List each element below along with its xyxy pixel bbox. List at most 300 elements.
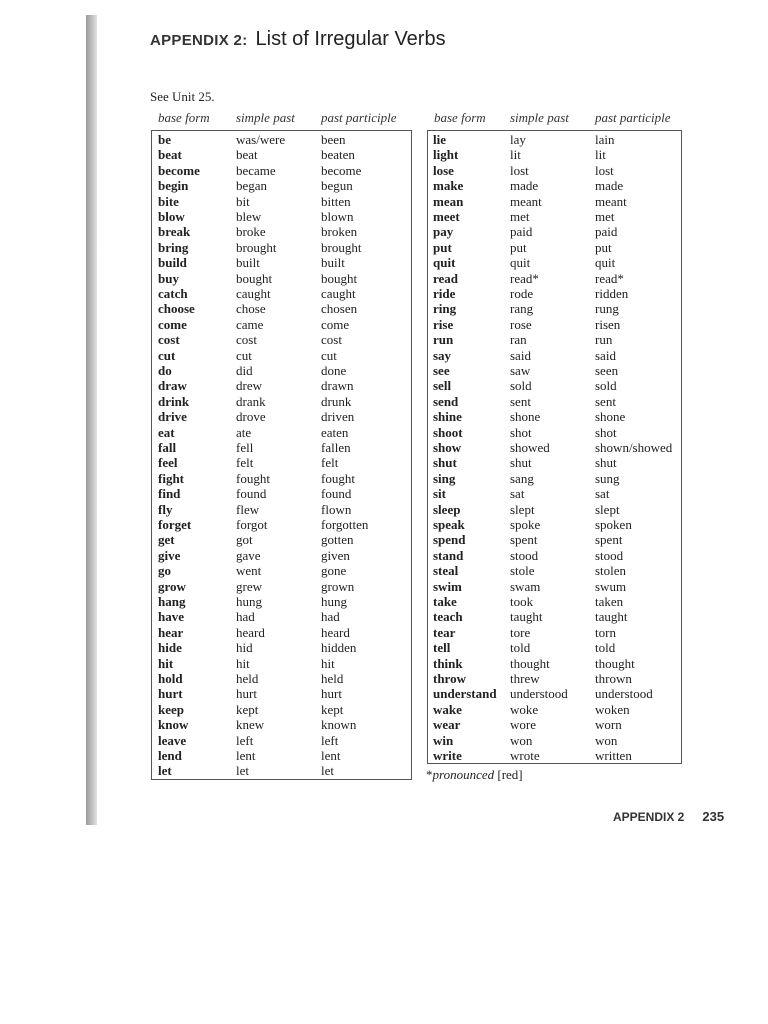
past-participle-cell: cut	[321, 347, 337, 363]
past-participle-cell: won	[595, 732, 618, 748]
base-form-cell: hit	[158, 655, 174, 671]
past-participle-cell: told	[595, 640, 616, 656]
verb-row-left	[152, 271, 411, 286]
verb-row-right	[428, 579, 681, 594]
verb-row-left	[152, 579, 411, 594]
past-participle-cell: shut	[595, 455, 617, 471]
past-participle-cell: bitten	[321, 193, 351, 209]
past-participle-cell: shone	[595, 409, 626, 425]
simple-past-cell: hid	[236, 640, 253, 656]
past-participle-cell: grown	[321, 578, 355, 594]
simple-past-cell: told	[510, 640, 531, 656]
simple-past-cell: rose	[510, 316, 532, 332]
base-form-cell: leave	[158, 732, 187, 748]
base-form-cell: quit	[433, 255, 456, 271]
simple-past-cell: felt	[236, 455, 254, 471]
verb-row-right	[428, 656, 681, 671]
base-form-cell: read	[433, 270, 459, 286]
verb-row-left	[152, 532, 411, 547]
past-participle-cell: brought	[321, 239, 362, 255]
simple-past-cell: drove	[236, 409, 266, 425]
past-participle-cell: lit	[595, 147, 606, 163]
past-participle-cell: beaten	[321, 147, 355, 163]
verb-row-right	[428, 178, 681, 193]
verb-row-left	[152, 332, 411, 347]
verb-row-right	[428, 209, 681, 224]
simple-past-cell: woke	[510, 701, 539, 717]
past-participle-cell: sung	[595, 470, 620, 486]
simple-past-cell: became	[236, 162, 276, 178]
verb-row-left	[152, 517, 411, 532]
base-form-cell: sing	[433, 470, 456, 486]
past-participle-cell: had	[321, 609, 340, 625]
verb-row-left	[152, 378, 411, 393]
simple-past-cell: fell	[236, 440, 254, 455]
past-participle-cell: lent	[321, 748, 341, 763]
simple-past-cell: began	[236, 178, 268, 194]
past-participle-cell: gone	[321, 563, 347, 579]
verb-row-left	[152, 640, 411, 655]
appendix-label: APPENDIX 2:	[150, 32, 248, 49]
base-form-cell: beat	[158, 147, 182, 163]
simple-past-cell: slept	[510, 501, 535, 517]
simple-past-cell: meant	[510, 193, 542, 209]
simple-past-cell: understood	[510, 686, 568, 702]
verb-row-left	[152, 486, 411, 501]
past-participle-cell: felt	[321, 455, 339, 471]
past-participle-cell: done	[321, 363, 347, 378]
verb-row-right	[428, 394, 681, 409]
simple-past-cell: came	[236, 316, 264, 332]
past-participle-cell: lain	[595, 132, 615, 147]
past-participle-cell: sold	[595, 378, 617, 394]
past-participle-cell: thought	[595, 655, 635, 671]
verb-row-right	[428, 163, 681, 178]
simple-past-cell: sent	[510, 393, 531, 409]
verb-row-right	[428, 702, 681, 717]
simple-past-cell: shone	[510, 409, 541, 425]
unit-reference: See Unit 25.	[150, 89, 215, 104]
simple-past-cell: was/were	[236, 132, 286, 147]
simple-past-cell: showed	[510, 440, 550, 455]
footnote	[426, 767, 523, 783]
simple-past-cell: gave	[236, 547, 261, 563]
base-form-cell: run	[433, 332, 454, 348]
simple-past-cell: heard	[236, 624, 265, 640]
past-participle-cell: fallen	[321, 440, 351, 455]
past-participle-cell: woken	[595, 701, 630, 717]
base-form-cell: go	[158, 563, 171, 579]
simple-past-cell: beat	[236, 147, 258, 163]
verb-row-left	[152, 178, 411, 193]
past-participle-cell: built	[321, 255, 345, 271]
verb-row-left	[152, 224, 411, 239]
base-form-cell: see	[433, 363, 450, 378]
verb-row-left	[152, 425, 411, 440]
base-form-cell: give	[158, 547, 181, 563]
simple-past-cell: wore	[510, 717, 536, 733]
base-form-cell: shoot	[433, 424, 463, 440]
title-text: List of Irregular Verbs	[255, 28, 446, 50]
past-participle-cell: slept	[595, 501, 620, 517]
verb-row-right	[428, 425, 681, 440]
past-participle-cell: worn	[595, 717, 622, 733]
base-form-cell: wear	[433, 717, 461, 733]
verb-row-right	[428, 348, 681, 363]
base-form-cell: rise	[433, 316, 454, 332]
past-participle-cell: understood	[595, 686, 653, 702]
past-participle-cell: given	[321, 547, 350, 563]
base-form-cell: shine	[433, 409, 462, 425]
base-form-cell: sell	[433, 378, 452, 394]
past-participle-cell: thrown	[595, 671, 632, 686]
header-simple-past-right: simple past	[510, 110, 569, 125]
base-form-cell: find	[158, 486, 181, 502]
base-form-cell: hear	[158, 624, 184, 640]
simple-past-cell: shut	[510, 455, 532, 471]
past-participle-cell: quit	[595, 255, 616, 271]
past-participle-cell: drawn	[321, 378, 354, 394]
simple-past-cell: tore	[510, 624, 531, 640]
base-form-cell: cut	[158, 347, 176, 363]
verb-row-left	[152, 348, 411, 363]
verb-row-left	[152, 548, 411, 563]
simple-past-cell: spoke	[510, 517, 541, 532]
header-past-participle-left: past participle	[321, 110, 397, 125]
past-participle-cell: meant	[595, 193, 627, 209]
verb-row-right	[428, 409, 681, 424]
base-form-cell: say	[433, 347, 452, 363]
base-form-cell: throw	[433, 671, 466, 686]
base-form-cell: hurt	[158, 686, 183, 702]
base-form-cell: fight	[158, 470, 184, 486]
past-participle-cell: heard	[321, 624, 350, 640]
past-participle-cell: begun	[321, 178, 353, 194]
simple-past-cell: left	[236, 732, 254, 748]
simple-past-cell: drank	[236, 393, 266, 409]
simple-past-cell: lit	[510, 147, 521, 163]
simple-past-cell: ran	[510, 332, 527, 348]
base-form-cell: shut	[433, 455, 457, 471]
verb-row-right	[428, 255, 681, 270]
base-form-cell: ring	[433, 301, 457, 317]
base-form-cell: steal	[433, 563, 459, 579]
base-form-cell: send	[433, 393, 459, 409]
verb-row-left	[152, 717, 411, 732]
verb-row-left	[152, 594, 411, 609]
simple-past-cell: lent	[236, 748, 256, 763]
verb-row-right	[428, 240, 681, 255]
verb-row-right	[428, 440, 681, 455]
base-form-cell: hold	[158, 671, 183, 686]
verb-row-left	[152, 702, 411, 717]
past-participle-cell: bought	[321, 270, 358, 286]
base-form-cell: become	[158, 162, 200, 178]
simple-past-cell: ate	[236, 424, 252, 440]
simple-past-cell: hung	[236, 594, 262, 609]
verb-row-right	[428, 748, 681, 763]
past-participle-cell: seen	[595, 363, 619, 378]
base-form-cell: sit	[433, 486, 446, 502]
past-participle-cell: shown/showed	[595, 440, 673, 455]
past-participle-cell: made	[595, 178, 624, 194]
base-form-cell: forget	[158, 517, 192, 532]
past-participle-cell: sent	[595, 393, 616, 409]
past-participle-cell: stood	[595, 547, 624, 563]
past-participle-cell: risen	[595, 316, 621, 332]
base-form-cell: tell	[433, 640, 451, 656]
past-participle-cell: taken	[595, 594, 624, 609]
verb-row-left	[152, 471, 411, 486]
footnote-label: pronounced	[432, 767, 495, 782]
base-form-cell: think	[433, 655, 463, 671]
verb-row-right	[428, 224, 681, 239]
simple-past-cell: took	[510, 594, 534, 609]
verb-row-right	[428, 517, 681, 532]
past-participle-cell: known	[321, 717, 357, 733]
simple-past-cell: cut	[236, 347, 252, 363]
base-form-cell: speak	[433, 517, 465, 532]
past-participle-cell: come	[321, 316, 350, 332]
simple-past-cell: sat	[510, 486, 525, 502]
past-participle-cell: driven	[321, 409, 355, 425]
simple-past-cell: brought	[236, 239, 277, 255]
simple-past-cell: kept	[236, 701, 259, 717]
simple-past-cell: read*	[510, 270, 539, 286]
past-participle-cell: sat	[595, 486, 610, 502]
simple-past-cell: let	[236, 763, 249, 779]
verb-row-left	[152, 255, 411, 270]
base-form-cell: make	[433, 178, 464, 194]
verb-row-left	[152, 163, 411, 178]
verb-row-right	[428, 640, 681, 655]
page-number: 235	[702, 809, 725, 824]
past-participle-cell: left	[321, 732, 339, 748]
simple-past-cell: won	[510, 732, 533, 748]
verb-row-left	[152, 409, 411, 424]
base-form-cell: mean	[433, 193, 464, 209]
verb-row-right	[428, 548, 681, 563]
base-form-cell: sleep	[433, 501, 461, 517]
past-participle-cell: found	[321, 486, 352, 502]
verb-row-right	[428, 671, 681, 686]
past-participle-cell: hidden	[321, 640, 357, 656]
simple-past-cell: broke	[236, 224, 266, 240]
past-participle-cell: kept	[321, 701, 344, 717]
base-form-cell: eat	[158, 424, 175, 440]
page-footer	[613, 809, 724, 824]
past-participle-cell: run	[595, 332, 613, 348]
past-participle-cell: hung	[321, 594, 347, 609]
base-form-cell: blow	[158, 209, 185, 224]
past-participle-cell: held	[321, 671, 344, 686]
base-form-cell: lie	[433, 132, 446, 147]
base-form-cell: be	[158, 132, 171, 147]
verb-row-left	[152, 733, 411, 748]
verb-row-right	[428, 132, 681, 147]
past-participle-cell: said	[595, 347, 616, 363]
verb-row-right	[428, 625, 681, 640]
past-participle-cell: eaten	[321, 424, 349, 440]
past-participle-cell: flown	[321, 501, 352, 517]
verb-row-right	[428, 486, 681, 501]
past-participle-cell: ridden	[595, 286, 629, 301]
simple-past-cell: rang	[510, 301, 534, 317]
verb-row-left	[152, 502, 411, 517]
simple-past-cell: had	[236, 609, 255, 625]
verb-row-left	[152, 240, 411, 255]
header-simple-past-left: simple past	[236, 110, 295, 125]
simple-past-cell: hit	[236, 655, 250, 671]
base-form-cell: hang	[158, 594, 186, 609]
verb-row-right	[428, 286, 681, 301]
simple-past-cell: built	[236, 255, 260, 271]
base-form-cell: feel	[158, 455, 178, 471]
past-participle-cell: met	[595, 209, 615, 224]
base-form-cell: teach	[433, 609, 463, 625]
verb-row-left	[152, 394, 411, 409]
verb-row-left	[152, 609, 411, 624]
simple-past-cell: taught	[510, 609, 543, 625]
base-form-cell: win	[433, 732, 454, 748]
base-form-cell: come	[158, 316, 187, 332]
past-participle-cell: been	[321, 132, 346, 147]
verb-row-right	[428, 686, 681, 701]
past-participle-cell: lost	[595, 162, 614, 178]
simple-past-cell: sold	[510, 378, 532, 394]
past-participle-cell: cost	[321, 332, 342, 348]
simple-past-cell: said	[510, 347, 531, 363]
simple-past-cell: shot	[510, 424, 532, 440]
simple-past-cell: saw	[510, 363, 531, 378]
base-form-cell: swim	[433, 578, 462, 594]
verb-row-left	[152, 671, 411, 686]
past-participle-cell: paid	[595, 224, 618, 240]
base-form-cell: keep	[158, 701, 184, 717]
base-form-cell: drive	[158, 409, 187, 425]
verb-row-right	[428, 471, 681, 486]
base-form-cell: spend	[433, 532, 466, 548]
simple-past-cell: made	[510, 178, 539, 194]
past-participle-cell: rung	[595, 301, 619, 317]
base-form-cell: drink	[158, 393, 190, 409]
header-base-form-right: base form	[434, 110, 486, 125]
base-form-cell: bring	[158, 239, 189, 255]
base-form-cell: draw	[158, 378, 187, 394]
verb-row-right	[428, 455, 681, 470]
past-participle-cell: caught	[321, 286, 356, 301]
simple-past-cell: did	[236, 363, 253, 378]
base-form-cell: understand	[433, 686, 497, 702]
verb-row-left	[152, 748, 411, 763]
verb-row-left	[152, 686, 411, 701]
simple-past-cell: got	[236, 532, 253, 548]
verb-row-left	[152, 209, 411, 224]
base-form-cell: buy	[158, 270, 179, 286]
verb-row-left	[152, 763, 411, 778]
base-form-cell: lose	[433, 162, 454, 178]
verb-row-left	[152, 301, 411, 316]
simple-past-cell: paid	[510, 224, 533, 240]
simple-past-cell: swam	[510, 578, 541, 594]
base-form-cell: begin	[158, 178, 189, 194]
verb-row-left	[152, 440, 411, 455]
verb-row-right	[428, 717, 681, 732]
verb-row-right	[428, 594, 681, 609]
simple-past-cell: rode	[510, 286, 534, 301]
simple-past-cell: blew	[236, 209, 262, 224]
verb-row-right	[428, 301, 681, 316]
verb-row-right	[428, 532, 681, 547]
simple-past-cell: chose	[236, 301, 266, 317]
verb-row-right	[428, 563, 681, 578]
verb-row-right	[428, 194, 681, 209]
simple-past-cell: threw	[510, 671, 540, 686]
base-form-cell: write	[433, 748, 462, 763]
verb-table-left	[151, 130, 412, 780]
simple-past-cell: went	[236, 563, 262, 579]
base-form-cell: do	[158, 363, 172, 378]
past-participle-cell: stolen	[595, 563, 627, 579]
base-form-cell: have	[158, 609, 184, 625]
past-participle-cell: broken	[321, 224, 358, 240]
simple-past-cell: held	[236, 671, 259, 686]
simple-past-cell: stole	[510, 563, 535, 579]
past-participle-cell: taught	[595, 609, 628, 625]
base-form-cell: build	[158, 255, 187, 271]
base-form-cell: grow	[158, 578, 186, 594]
simple-past-cell: put	[510, 239, 527, 255]
base-form-cell: know	[158, 717, 189, 733]
footer-label: APPENDIX 2	[613, 810, 685, 824]
past-participle-cell: gotten	[321, 532, 354, 548]
simple-past-cell: stood	[510, 547, 539, 563]
base-form-cell: stand	[433, 547, 464, 563]
past-participle-cell: hurt	[321, 686, 342, 702]
simple-past-cell: flew	[236, 501, 260, 517]
verb-row-left	[152, 317, 411, 332]
simple-past-cell: lost	[510, 162, 529, 178]
base-form-cell: lend	[158, 748, 182, 763]
base-form-cell: ride	[433, 286, 456, 301]
base-form-cell: bite	[158, 193, 179, 209]
base-form-cell: wake	[433, 701, 462, 717]
verb-row-left	[152, 625, 411, 640]
simple-past-cell: thought	[510, 655, 550, 671]
verb-row-left	[152, 563, 411, 578]
verb-row-left	[152, 132, 411, 147]
base-form-cell: let	[158, 763, 172, 779]
simple-past-cell: spent	[510, 532, 538, 548]
verb-row-left	[152, 455, 411, 470]
past-participle-cell: drunk	[321, 393, 352, 409]
verb-row-right	[428, 317, 681, 332]
base-form-cell: light	[433, 147, 459, 163]
verb-row-left	[152, 656, 411, 671]
simple-past-cell: hurt	[236, 686, 257, 702]
simple-past-cell: cost	[236, 332, 257, 348]
base-form-cell: get	[158, 532, 175, 548]
base-form-cell: choose	[158, 301, 195, 317]
verb-row-left	[152, 147, 411, 162]
past-participle-cell: let	[321, 763, 334, 779]
header-base-form-left: base form	[158, 110, 210, 125]
base-form-cell: fly	[158, 501, 173, 517]
footnote-marker: *	[426, 767, 433, 782]
past-participle-cell: blown	[321, 209, 354, 224]
verb-row-right	[428, 378, 681, 393]
simple-past-cell: wrote	[510, 748, 540, 763]
